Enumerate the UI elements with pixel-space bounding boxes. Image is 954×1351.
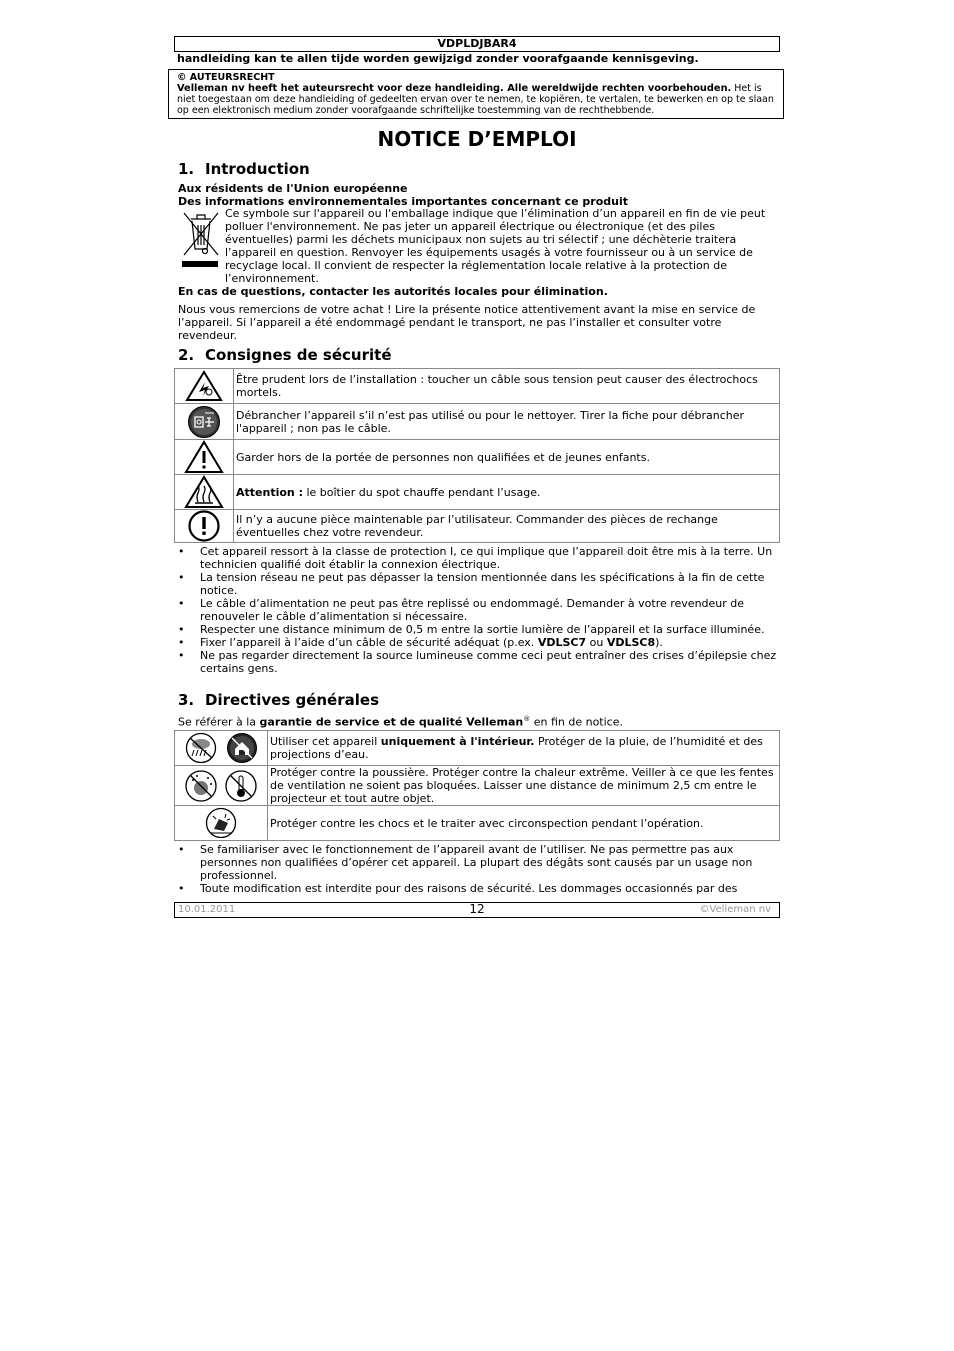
bullet-text: ou: [586, 636, 607, 649]
table-row: [175, 369, 780, 404]
safety-text: le boîtier du spot chauffe pendant l’usage.: [302, 485, 541, 499]
general-text-3: [268, 806, 780, 841]
table-row: [175, 766, 780, 806]
weee-text-body: Ce symbole sur l'appareil ou l'emballage indique que l’élimination d’un appareil en fin de vie peut polluer l'environnement. Ne pas jeter un appareil électrique ou électronique (et des piles éventuelles) parmi les déchets municipaux non sujets au tri sélectif ; une déchèterie traitera l’appareil en question. Renvoyer les équipements usagés à votre fournisseur ou à un service de recyclage local. Il convient de respecter la réglementation locale relative à la protection de l’environnement.: [225, 207, 766, 285]
general-text: Protéger contre les chocs et le traiter avec circonspection pendant l’opération.: [270, 816, 704, 830]
product-code: VDLSC8: [606, 636, 656, 649]
safety-text-4: [234, 475, 780, 510]
shock-protection-icon: [175, 807, 267, 839]
indoor-use-icon: [226, 732, 258, 764]
weee-icon: [180, 209, 222, 269]
bullet-text: ).: [655, 636, 663, 649]
product-code: VDLSC7: [537, 636, 587, 649]
table-row: [175, 475, 780, 510]
model-header: VDPLDJBAR4: [174, 36, 780, 52]
icon-cell: [175, 806, 268, 841]
exclamation-circle-icon: [175, 510, 233, 542]
section-title: Directives générales: [205, 691, 379, 709]
list-item: • La tension réseau ne peut pas dépasser la tension mentionnée dans les spécifications à la fin de cette notice.: [178, 571, 778, 597]
section-2-heading: [178, 346, 392, 364]
footer-copyright: ©Velleman nv: [699, 904, 771, 915]
icon-cell: [175, 369, 234, 404]
page-footer: [174, 902, 780, 918]
list-item: • Le câble d’alimentation ne peut pas être replissé ou endommagé. Demander à votre revendeur de renouveler le câble d’alimentation si nécessaire.: [178, 597, 778, 623]
registered-mark: ®: [523, 715, 531, 723]
icon-cell: [175, 510, 234, 543]
table-row: [175, 731, 780, 766]
safety-text: Il n’y a aucune pièce maintenable par l’utilisateur. Commander des pièces de rechange éventuelles chez votre revendeur.: [236, 513, 718, 539]
list-item: • Cet appareil ressort à la classe de protection I, ce qui implique que l’appareil doit être mis à la terre. Un technicien qualifié doit établir la connexion électrique.: [178, 545, 778, 571]
section-title: Consignes de sécurité: [205, 346, 392, 364]
copyright-text: [177, 83, 775, 116]
table-row: [175, 404, 780, 440]
safety-text-5: [234, 510, 780, 543]
footer-date: 10.01.2011: [178, 904, 236, 915]
list-item: • Ne pas regarder directement la source lumineuse comme ceci peut entraîner des crises d’épilepsie chez certains gens.: [178, 649, 778, 675]
table-row: [175, 510, 780, 543]
copyright-box: [168, 69, 784, 119]
unplug-icon: [175, 405, 233, 439]
page-header: [174, 36, 780, 65]
copyright-title: © AUTEURSRECHT: [177, 72, 275, 83]
hot-surface-icon: [175, 475, 233, 509]
icon-cell: [175, 404, 234, 440]
section-1-heading: [178, 160, 310, 178]
warning-triangle-icon: [175, 440, 233, 474]
questions-note: En cas de questions, contacter les autorités locales pour élimination.: [178, 285, 608, 298]
rain-protection-icon: [184, 732, 218, 764]
ref-text: Se référer à la: [178, 715, 260, 729]
eu-residents-heading: Aux résidents de l'Union européenne: [178, 182, 408, 195]
general-text-1: [268, 731, 780, 766]
icon-cell: [175, 440, 234, 475]
weee-text: [225, 207, 778, 285]
bullet-text: Fixer l’appareil à l’aide d’un câble de sécurité adéquat (p.ex.: [200, 636, 538, 649]
safety-text: Être prudent lors de l’installation : toucher un câble sous tension peut causer des électrochocs mortels.: [236, 373, 758, 399]
section-number: 2.: [178, 346, 195, 364]
indoor-only: uniquement à l'intérieur.: [380, 735, 535, 748]
thanks-paragraph: Nous vous remercions de votre achat ! Lire la présente notice attentivement avant la mise en service de l’appareil. Si l’appareil a été endommagé pendant le transport, ne pas l’installer et consulter votre revendeur.: [178, 303, 756, 342]
list-item: [178, 636, 778, 649]
revision-note: handleiding kan te allen tijde worden gewijzigd zonder voorafgaande kennisgeving.: [177, 52, 699, 65]
section-number: 3.: [178, 691, 195, 709]
list-item: • Respecter une distance minimum de 0,5 m entre la sortie lumière de l’appareil et la surface illuminée.: [178, 623, 778, 636]
safety-text: Garder hors de la portée de personnes non qualifiées et de jeunes enfants.: [236, 450, 650, 464]
env-info-heading: Des informations environnementales importantes concernant ce produit: [178, 195, 628, 208]
table-row: [175, 440, 780, 475]
safety-text-1: [234, 369, 780, 404]
electric-shock-warning-icon: [175, 370, 233, 402]
icon-cell: [175, 475, 234, 510]
icon-cell: [175, 766, 268, 806]
page-title: NOTICE D’EMPLOI: [377, 127, 577, 151]
safety-text-3: [234, 440, 780, 475]
warranty-name: garantie de service et de qualité Velleman: [259, 715, 524, 729]
list-item: • Se familiariser avec le fonctionnement de l’appareil avant de l’utiliser. Ne pas permettre pas aux personnes non qualifiées d’opérer cet appareil. La plupart des dégâts sont causés par un usage non professionnel.: [178, 843, 778, 882]
table-row: [175, 806, 780, 841]
ref-text: en fin de notice.: [530, 715, 623, 729]
dust-protection-icon: [184, 769, 218, 803]
general-text: Protéger contre la poussière. Protéger contre la chaleur extrême. Veiller à ce que les fentes de ventilation ne soient pas bloquées. Laisser une distance de minimum 2,5 cm entre le projecteur et tout autre objet.: [270, 766, 774, 805]
section-title: Introduction: [205, 160, 310, 178]
safety-table: [174, 368, 780, 543]
safety-text-2: [234, 404, 780, 440]
general-text-2: [268, 766, 780, 806]
section-3-heading: [178, 691, 379, 709]
general-bullets: [178, 843, 778, 895]
general-text: Utiliser cet appareil: [270, 735, 381, 748]
page-number: 12: [469, 902, 485, 916]
warranty-reference: [178, 713, 778, 729]
icon-cell: [175, 731, 268, 766]
copyright-bold: Velleman nv heeft het auteursrecht voor deze handleiding. Alle wereldwijde rechten voorbehouden.: [177, 83, 732, 94]
safety-text: Débrancher l’appareil s’il n’est pas utilisé ou pour le nettoyer. Tirer la fiche pour débrancher l'appareil ; non pas le câble.: [236, 408, 745, 435]
section-number: 1.: [178, 160, 195, 178]
list-item: • Toute modification est interdite pour des raisons de sécurité. Les dommages occasionnés par des: [178, 882, 778, 895]
general-text: Protéger de la pluie, de l’humidité et des projections d’eau.: [270, 735, 763, 761]
safety-bullets: [178, 545, 778, 675]
attention-label: Attention :: [236, 485, 303, 499]
copyright-body: Het is niet toegestaan om deze handleiding of gedeelten ervan over te nemen, te kopiëren, te vertalen, te bewerken en op te slaan op een elektronisch medium zonder voorafgaande schriftelijke toestemming van de rechthebbende.: [177, 83, 774, 116]
general-table: [174, 730, 780, 841]
temperature-protection-icon: [224, 769, 258, 803]
